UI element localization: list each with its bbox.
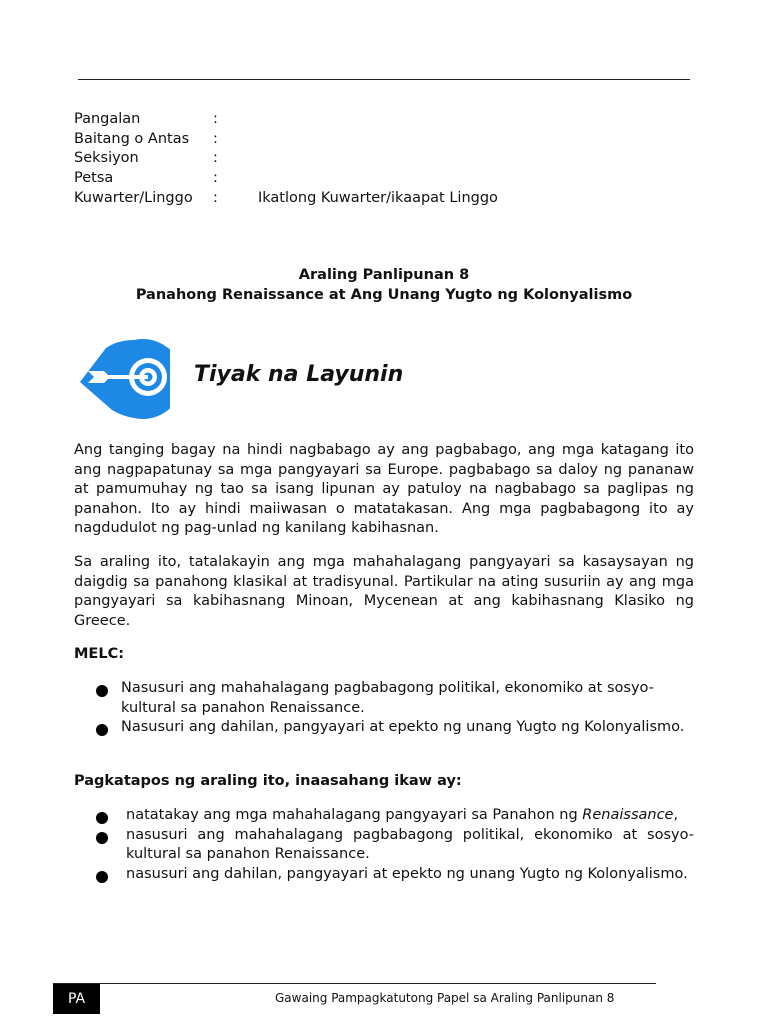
info-label: Petsa	[74, 170, 114, 187]
top-divider	[78, 79, 690, 80]
target-arrow-icon	[78, 336, 170, 420]
objectives-heading: Pagkatapos ng araling ito, inaasahang ikaw ay:	[74, 773, 462, 789]
info-row-date	[74, 169, 498, 189]
info-row-name	[74, 110, 498, 130]
intro-paragraph: Ang tanging bagay na hindi nagbabago ay ang pagbabago, ang mga katagang ito ang nagpapatunay sa mga pangyayari sa Europe. pagbabago sa daloy ng pananaw at pamumuhay ng tao sa isang lipunan ay patuloy na nagbabago sa paglipas ng panahon. Ito ay hindi maiiwasan o matatakasan. Ang mga pagbabagong ito ay nagdudulot ng pag-unlad ng kanilang kabihasnan.	[74, 442, 694, 537]
info-label: Kuwarter/Linggo	[74, 189, 193, 206]
objectives-list	[96, 806, 694, 884]
list-item	[96, 679, 694, 718]
info-label: Seksiyon	[74, 150, 139, 167]
list-item-text: Nasusuri ang mahahalagang pagbabagong politikal, ekonomiko at sosyo-kultural sa panahon Renaissance.	[121, 680, 654, 716]
list-item-tail: ,	[673, 807, 679, 823]
bullet-icon	[96, 871, 108, 883]
list-item	[96, 718, 694, 738]
bullet-icon	[96, 724, 108, 736]
list-item	[96, 826, 694, 865]
footer-badge: PA	[53, 984, 100, 1014]
bullet-icon	[96, 832, 108, 844]
info-row-grade	[74, 130, 498, 150]
melc-list	[96, 679, 694, 738]
footer-text: Gawaing Pampagkatutong Papel sa Araling Panlipunan 8	[275, 991, 615, 1005]
list-item	[96, 865, 694, 885]
section-heading: Tiyak na Layunin	[194, 362, 404, 387]
subject-title: Araling Panlipunan 8	[298, 267, 470, 283]
info-label: Pangalan	[74, 111, 141, 127]
list-item-text: Nasusuri ang dahilan, pangyayari at epekto ng unang Yugto ng Kolonyalismo.	[121, 719, 685, 736]
student-info-block	[74, 110, 498, 209]
info-colon: :	[213, 111, 218, 127]
list-item-emphasis: Renaissance	[582, 807, 674, 823]
info-colon: :	[213, 130, 218, 147]
topic-title: Panahong Renaissance at Ang Unang Yugto ng Kolonyalismo	[135, 287, 633, 303]
info-value: Ikatlong Kuwarter/ikaapat Linggo	[258, 189, 498, 206]
list-item-text: natatakay ang mga mahahalagang pangyayari sa Panahon ng	[126, 807, 583, 823]
melc-heading: MELC:	[74, 646, 125, 662]
list-item-text: nasusuri ang dahilan, pangyayari at epekto ng unang Yugto ng Kolonyalismo.	[126, 865, 688, 882]
info-row-section	[74, 149, 498, 169]
info-colon: :	[213, 189, 218, 206]
lesson-paragraph: Sa araling ito, tatalakayin ang mga mahahalagang pangyayari sa kasaysayan ng daigdig sa panahong klasikal at tradisyunal. Partikular na ating susuriin ay ang mga pangyayari sa kabihasnang Minoan, Mycenean at ang kabihasnang Klasiko ng Greece.	[74, 554, 694, 629]
bullet-icon	[96, 812, 108, 824]
info-row-quarter	[74, 189, 498, 209]
info-colon: :	[213, 150, 218, 167]
module-title-block	[0, 265, 768, 305]
list-item	[96, 806, 694, 826]
info-label: Baitang o Antas	[74, 130, 190, 147]
list-item-text: nasusuri ang mahahalagang pagbabagong politikal, ekonomiko at sosyo-kultural sa panahon Renaissance.	[126, 826, 694, 863]
info-colon: :	[213, 170, 218, 187]
bullet-icon	[96, 685, 108, 697]
footer-divider	[53, 983, 656, 984]
